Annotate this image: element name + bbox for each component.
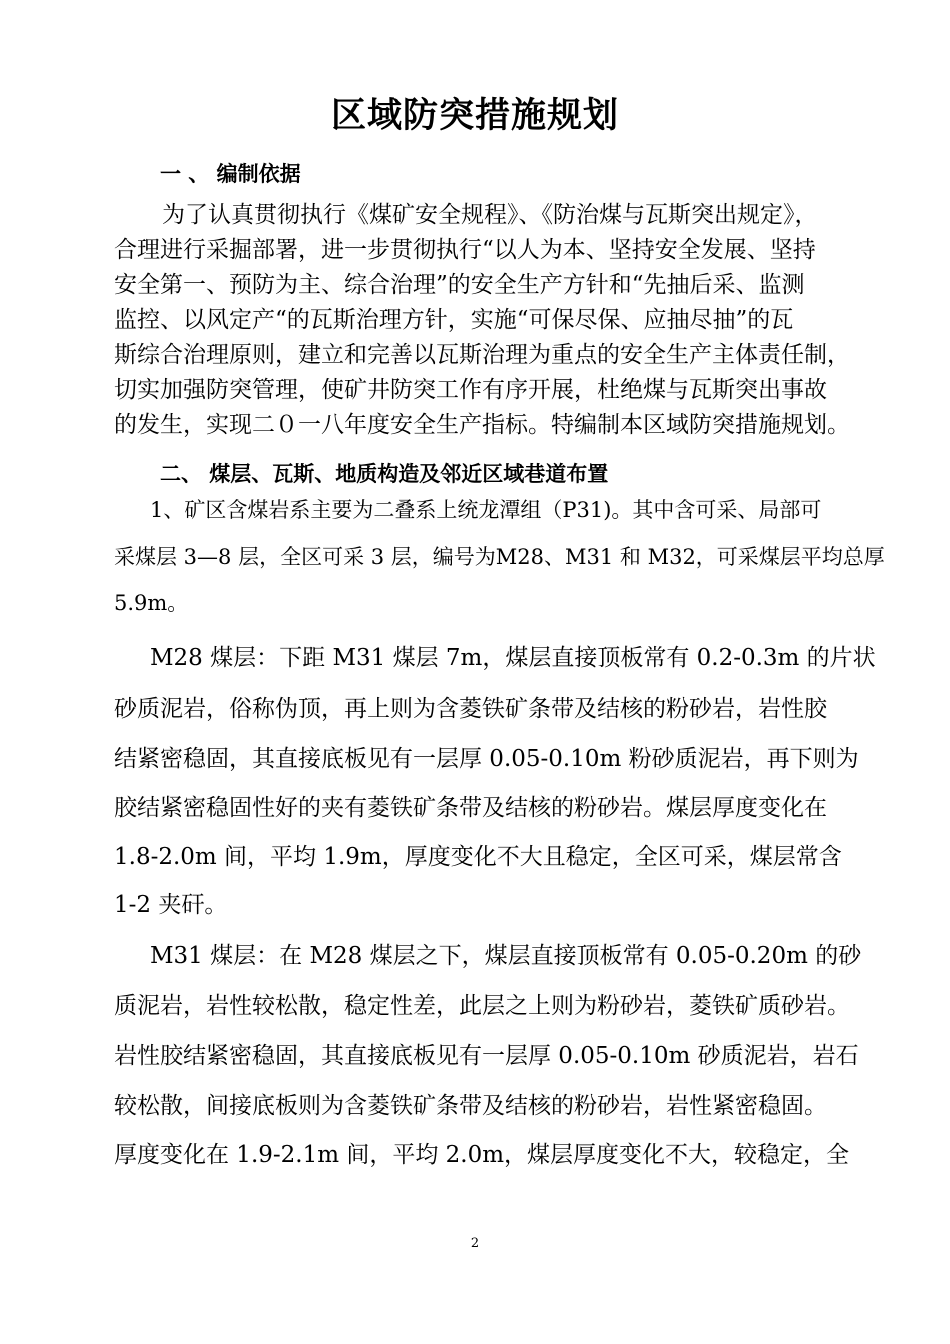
paragraph-line: 的发生，实现二０一八年度安全生产指标。特编制本区域防突措施规划。 bbox=[114, 412, 850, 438]
paragraph-line: 采煤层 3—8 层，全区可采 3 层，编号为M28、M31 和 M32，可采煤层平均总厚 bbox=[114, 545, 885, 569]
paragraph-line: 结紧密稳固，其直接底板见有一层厚 0.05-0.10m 粉砂质泥岩，再下则为 bbox=[114, 746, 859, 772]
paragraph-line: 切实加强防突管理，使矿井防突工作有序开展，杜绝煤与瓦斯突出事故 bbox=[114, 377, 827, 403]
paragraph-line: 监控、以风定产“的瓦斯治理方针，实施“可保尽保、应抽尽抽”的瓦 bbox=[114, 307, 794, 333]
paragraph-line: 5.9m。 bbox=[114, 591, 189, 615]
paragraph-line: 较松散，间接底板则为含菱铁矿条带及结核的粉砂岩，岩性紧密稳固。 bbox=[114, 1093, 827, 1119]
section-heading-2: 二、 煤层、瓦斯、地质构造及邻近区域巷道布置 bbox=[160, 462, 609, 486]
paragraph-line: 斯综合治理原则，建立和完善以瓦斯治理为重点的安全生产主体责任制， bbox=[114, 342, 850, 368]
paragraph-line: 合理进行采掘部署，进一步贯彻执行“以人为本、坚持安全发展、坚持 bbox=[114, 237, 816, 263]
paragraph-line: 质泥岩，岩性较松散，稳定性差，此层之上则为粉砂岩，菱铁矿质砂岩。 bbox=[114, 993, 850, 1019]
paragraph-line: 砂质泥岩，俗称伪顶，再上则为含菱铁矿条带及结核的粉砂岩，岩性胶 bbox=[114, 696, 827, 722]
paragraph-line: 1-2 夹矸。 bbox=[114, 892, 228, 918]
paragraph-line: 安全第一、预防为主、综合治理”的安全生产方针和“先抽后采、监测 bbox=[114, 272, 805, 298]
section-heading-1: 一 、 编制依据 bbox=[160, 162, 301, 186]
paragraph-line: M31 煤层：在 M28 煤层之下，煤层直接顶板常有 0.05-0.20m 的砂 bbox=[150, 943, 862, 969]
paragraph-line: 胶结紧密稳固性好的夹有菱铁矿条带及结核的粉砂岩。煤层厚度变化在 bbox=[114, 795, 827, 821]
page-title: 区域防突措施规划 bbox=[330, 96, 619, 136]
paragraph-line: 厚度变化在 1.9-2.1m 间，平均 2.0m，煤层厚度变化不大，较稳定，全 bbox=[114, 1142, 850, 1168]
paragraph-line: 1、矿区含煤岩系主要为二叠系上统龙潭组（P31)。其中含可采、局部可 bbox=[150, 498, 822, 522]
page-number: 2 bbox=[470, 1236, 480, 1251]
paragraph-line: 为了认真贯彻执行《煤矿安全规程》、《防治煤与瓦斯突出规定》， bbox=[162, 202, 818, 228]
paragraph-line: 岩性胶结紧密稳固，其直接底板见有一层厚 0.05-0.10m 砂质泥岩，岩石 bbox=[114, 1043, 859, 1069]
paragraph-line: M28 煤层：下距 M31 煤层 7m，煤层直接顶板常有 0.2-0.3m 的片状 bbox=[150, 645, 876, 671]
paragraph-line: 1.8-2.0m 间，平均 1.9m，厚度变化不大且稳定，全区可采，煤层常含 bbox=[114, 844, 842, 870]
